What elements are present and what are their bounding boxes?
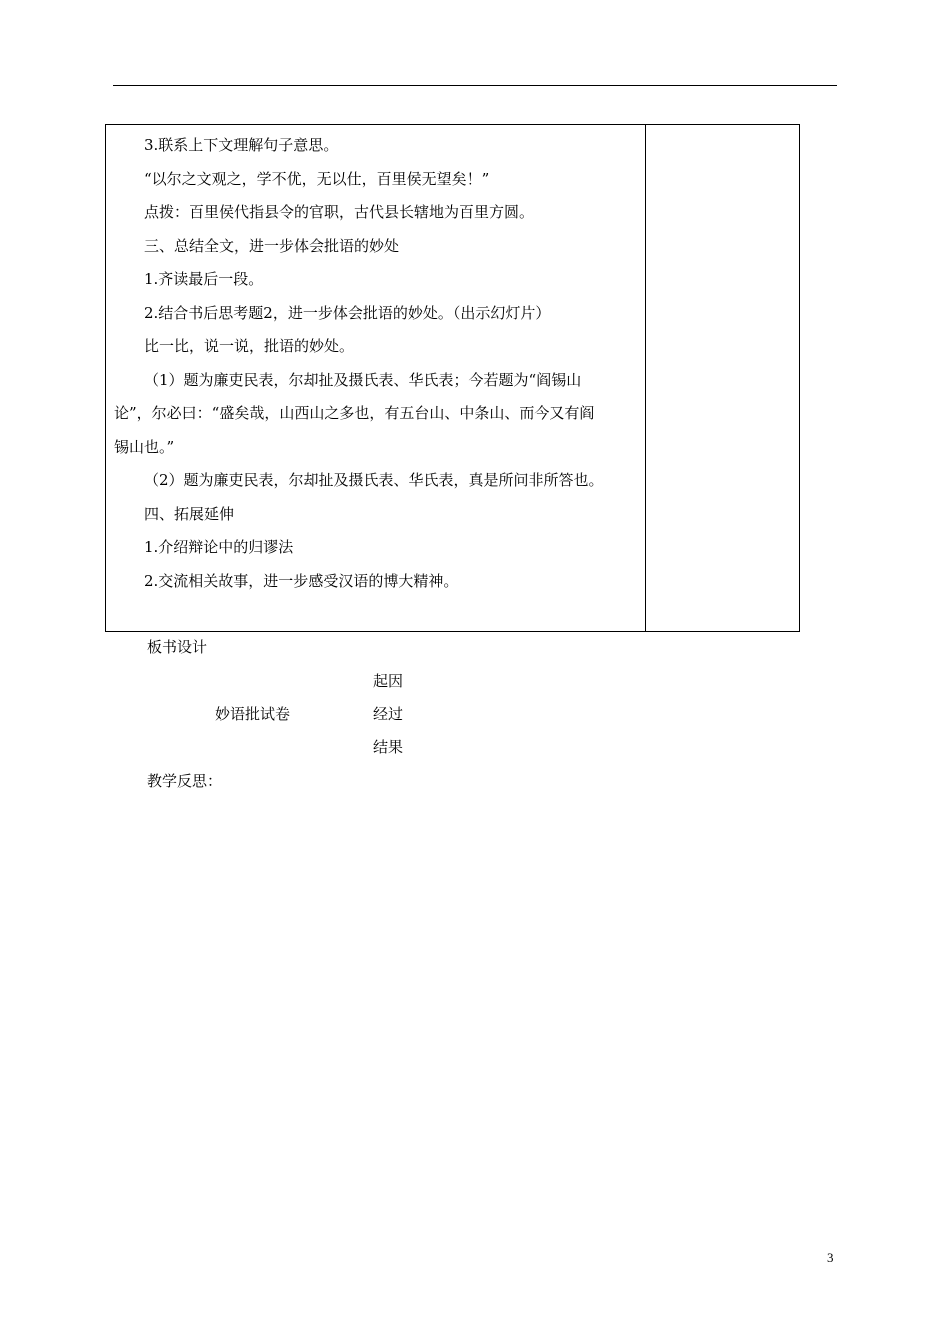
board-title: 妙语批试卷 <box>215 705 291 723</box>
lesson-line: 2.交流相关故事，进一步感受汉语的博大精神。 <box>144 571 459 590</box>
header-rule <box>113 85 837 86</box>
lesson-line: 三、总结全文，进一步体会批语的妙处 <box>144 236 400 255</box>
board-item-process: 经过 <box>373 705 404 723</box>
lesson-content-cell <box>114 129 638 598</box>
lesson-line: 点拨：百里侯代指县令的官职，古代县长辖地为百里方圆。 <box>144 203 535 221</box>
table-column-divider <box>645 125 646 631</box>
lesson-line: 1.介绍辩论中的归谬法 <box>144 538 294 556</box>
lesson-line: 四、拓展延伸 <box>144 504 235 523</box>
lesson-table <box>105 124 800 632</box>
page-number: 3 <box>827 1250 834 1265</box>
board-item-cause: 起因 <box>373 672 404 690</box>
lesson-line: 2.结合书后思考题2，进一步体会批语的妙处。（出示幻灯片） <box>144 303 551 322</box>
lesson-line: 3.联系上下文理解句子意思。 <box>144 136 339 154</box>
lesson-line: （1）题为廉吏民表，尔却扯及摄氏表、华氏表；今若题为“阎锡山 <box>144 370 582 389</box>
lesson-line: 比一比，说一说，批语的妙处。 <box>144 337 355 355</box>
lesson-line: 锡山也。” <box>114 437 175 456</box>
teaching-reflection-label: 教学反思： <box>147 772 223 790</box>
lesson-line: 1.齐读最后一段。 <box>144 270 264 288</box>
lesson-line: 论”，尔必曰：“盛矣哉，山西山之多也，有五台山、中条山、而今又有阎 <box>114 404 595 422</box>
board-item-result: 结果 <box>373 738 404 756</box>
lesson-line: （2）题为廉吏民表，尔却扯及摄氏表、华氏表，真是所问非所答也。 <box>144 471 604 489</box>
lesson-line: “以尔之文观之，学不优，无以仕，百里侯无望矣！” <box>144 169 490 188</box>
board-design-heading: 板书设计 <box>147 638 208 656</box>
